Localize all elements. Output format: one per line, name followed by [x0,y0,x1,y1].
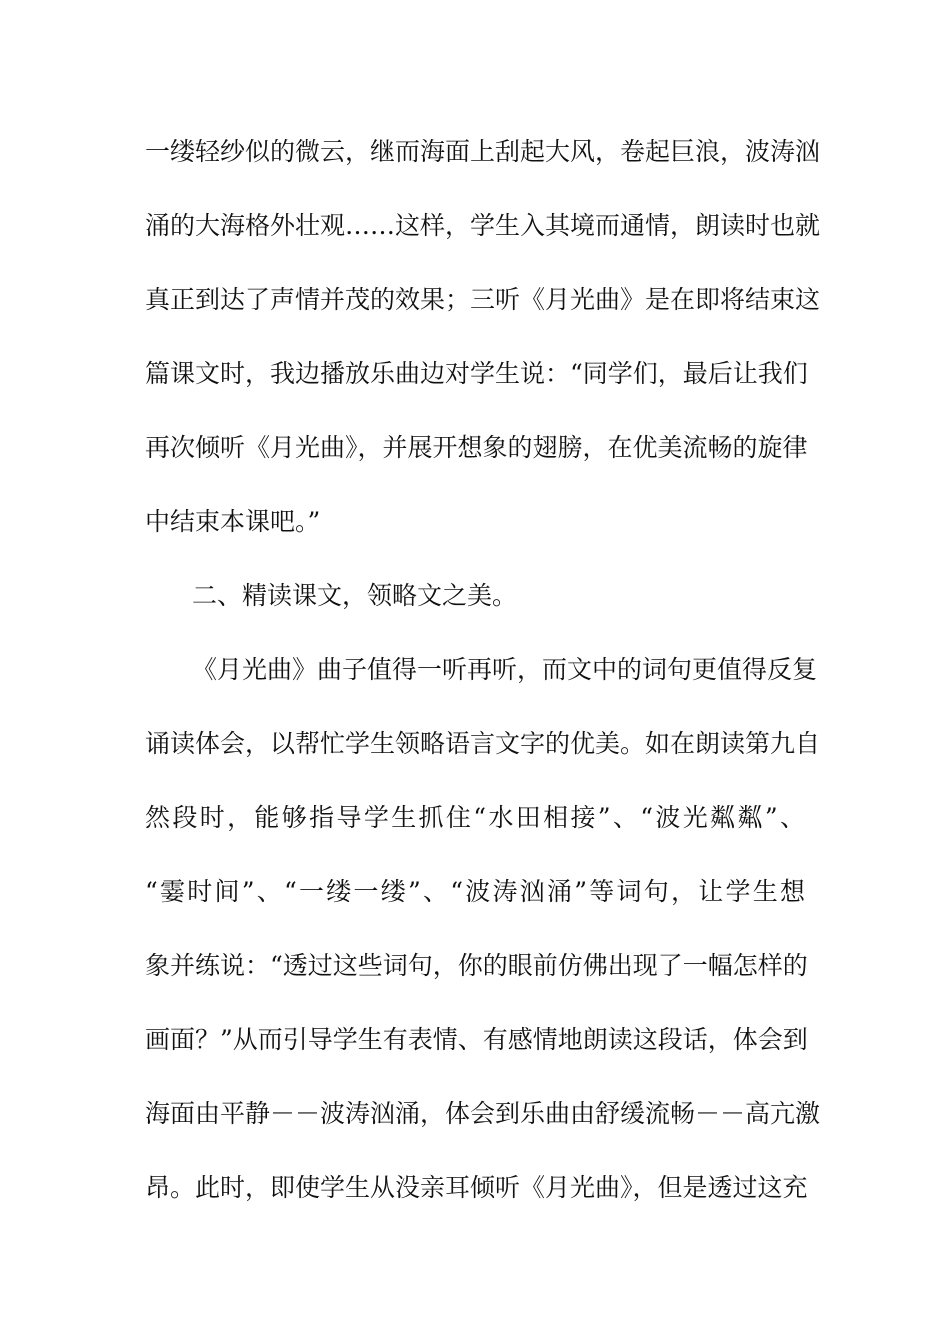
text-line: 象并练说：“透过这些词句，你的眼前仿佛出现了一幅怎样的 [145,951,808,980]
text-line: 真正到达了声情并茂的效果；三听《月光曲》是在即将结束这 [145,285,821,314]
text-line: 昂。此时，即使学生从没亲耳倾听《月光曲》，但是透过这充 [145,1173,808,1202]
text-line: 然段时，能够指导学生抓住“水田相接”、“波光粼粼”、 [145,803,805,832]
text-line: 再次倾听《月光曲》，并展开想象的翅膀，在优美流畅的旋律 [145,433,808,462]
text-line: 诵读体会，以帮忙学生领略语言文字的优美。如在朗读第九自 [145,729,821,758]
text-line: 海面由平静－－波涛汹涌，体会到乐曲由舒缓流畅－－高亢激 [145,1099,821,1128]
text-line: “霎时间”、“一缕一缕”、“波涛汹涌”等词句，让学生想 [145,877,805,906]
text-line: 一缕轻纱似的微云，继而海面上刮起大风，卷起巨浪，波涛汹 [145,137,821,166]
section-heading: 二、精读课文，领略文之美。 [192,581,518,610]
text-line: 涌的大海格外壮观……这样，学生入其境而通情，朗读时也就 [145,211,821,240]
text-line: 《月光曲》曲子值得一听再听，而文中的词句更值得反复 [192,655,818,684]
text-line: 中结束本课吧。” [145,507,321,536]
text-line: 篇课文时，我边播放乐曲边对学生说：“同学们，最后让我们 [145,359,808,388]
text-line: 画面？”从而引导学生有表情、有感情地朗读这段话，体会到 [145,1025,808,1054]
